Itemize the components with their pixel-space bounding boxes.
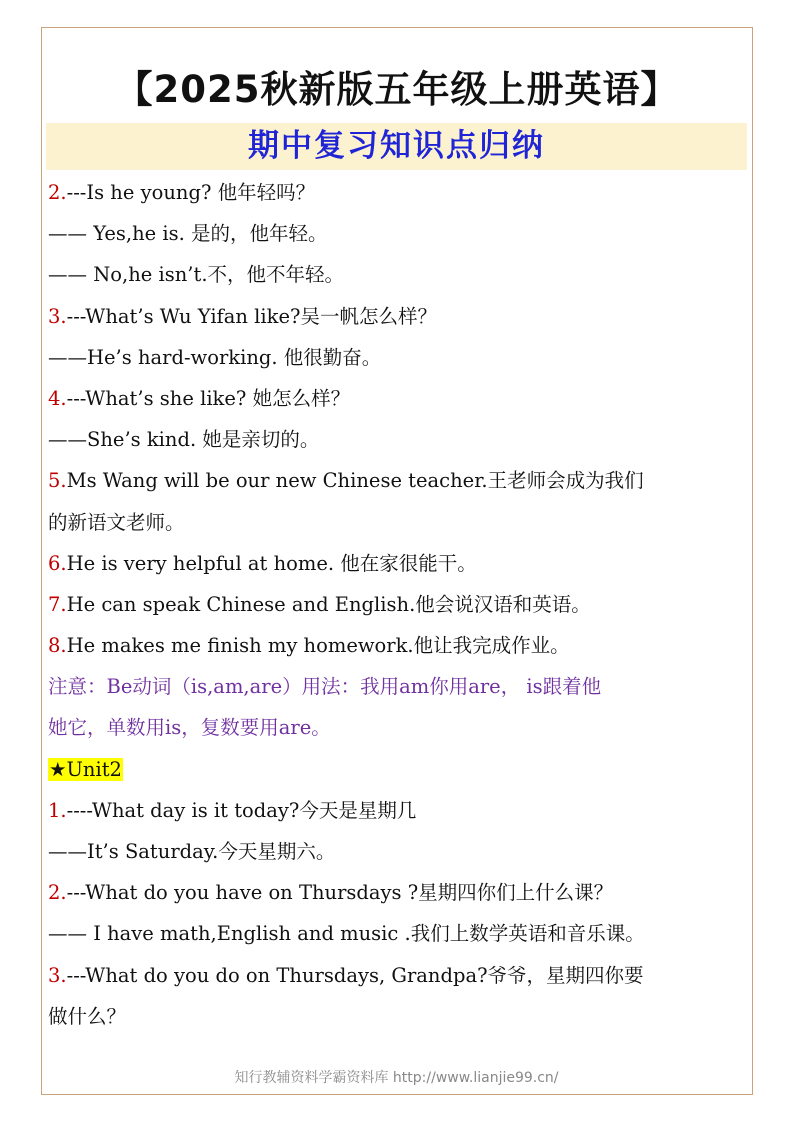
list-item bbox=[48, 913, 752, 954]
page-subtitle: 期中复习知识点归纳 bbox=[46, 123, 747, 170]
list-item bbox=[48, 625, 752, 666]
list-item bbox=[48, 790, 752, 831]
item-text: Ms Wang will be our new Chinese teacher.王老师会成为我们 bbox=[66, 469, 644, 493]
grammar-note-line: 注意：Be动词（is,am,are）用法：我用am你用are， is跟着他 bbox=[48, 675, 602, 699]
list-item bbox=[48, 172, 752, 213]
unit-heading bbox=[48, 749, 752, 790]
item-number: 5. bbox=[48, 469, 67, 493]
item-text: ---What do you do on Thursdays, Grandpa?爷爷，星期四你要 bbox=[66, 963, 644, 987]
item-text: ——He’s hard-working. 他很勤奋。 bbox=[48, 345, 382, 369]
list-item bbox=[48, 254, 752, 295]
list-item bbox=[48, 584, 752, 625]
list-item bbox=[48, 955, 752, 996]
list-item bbox=[48, 502, 752, 543]
page-title: 【2025秋新版五年级上册英语】 bbox=[115, 68, 679, 111]
grammar-note-line: 她它，单数用is，复数要用are。 bbox=[48, 716, 331, 740]
list-item bbox=[48, 543, 752, 584]
item-text: 做什么？ bbox=[48, 1004, 127, 1028]
item-number: 4. bbox=[48, 386, 67, 410]
item-text: ---What’s she like? 她怎么样？ bbox=[66, 386, 351, 410]
unit-label: ★Unit2 bbox=[49, 757, 122, 781]
list-item bbox=[48, 296, 752, 337]
list-item bbox=[48, 419, 752, 460]
list-item bbox=[48, 996, 752, 1037]
item-number: 7. bbox=[48, 592, 67, 616]
item-number: 2. bbox=[48, 181, 67, 204]
list-item bbox=[48, 378, 752, 419]
list-item bbox=[48, 460, 752, 501]
item-number: 3. bbox=[48, 304, 67, 328]
item-text: —— No,he isn’t.不，他不年轻。 bbox=[48, 263, 345, 287]
list-item bbox=[48, 872, 752, 913]
item-number: 8. bbox=[48, 634, 67, 658]
item-text: ---What’s Wu Yifan like?吴一帆怎么样？ bbox=[66, 304, 437, 328]
item-text: —— Yes,he is. 是的，他年轻。 bbox=[48, 222, 328, 246]
item-number: 3. bbox=[48, 963, 67, 987]
item-number: 6. bbox=[48, 551, 67, 575]
content-body bbox=[48, 172, 752, 1037]
item-text: ---What do you have on Thursdays ?星期四你们上什么课？ bbox=[66, 881, 614, 905]
item-text: He can speak Chinese and English.他会说汉语和英语。 bbox=[66, 592, 591, 616]
item-text: 的新语文老师。 bbox=[48, 510, 185, 534]
item-text: ——It’s Saturday.今天星期六。 bbox=[48, 840, 336, 863]
item-text: ---Is he young? 他年轻吗？ bbox=[66, 181, 316, 204]
item-text: ----What day is it today?今天是星期几 bbox=[66, 798, 417, 822]
item-number: 1. bbox=[48, 798, 67, 822]
item-text: ——She’s kind. 她是亲切的。 bbox=[48, 428, 320, 452]
list-item bbox=[48, 831, 752, 872]
item-text: He makes me finish my homework.他让我完成作业。 bbox=[66, 634, 570, 658]
footer-watermark: 知行教辅资料学霸资料库 http://www.lianjie99.cn/ bbox=[234, 1070, 559, 1086]
item-number: 2. bbox=[48, 881, 67, 905]
list-item bbox=[48, 337, 752, 378]
item-text: —— I have math,English and music .我们上数学英语和音乐课。 bbox=[48, 922, 645, 946]
list-item bbox=[48, 213, 752, 254]
item-text: He is very helpful at home. 他在家很能干。 bbox=[66, 551, 477, 575]
